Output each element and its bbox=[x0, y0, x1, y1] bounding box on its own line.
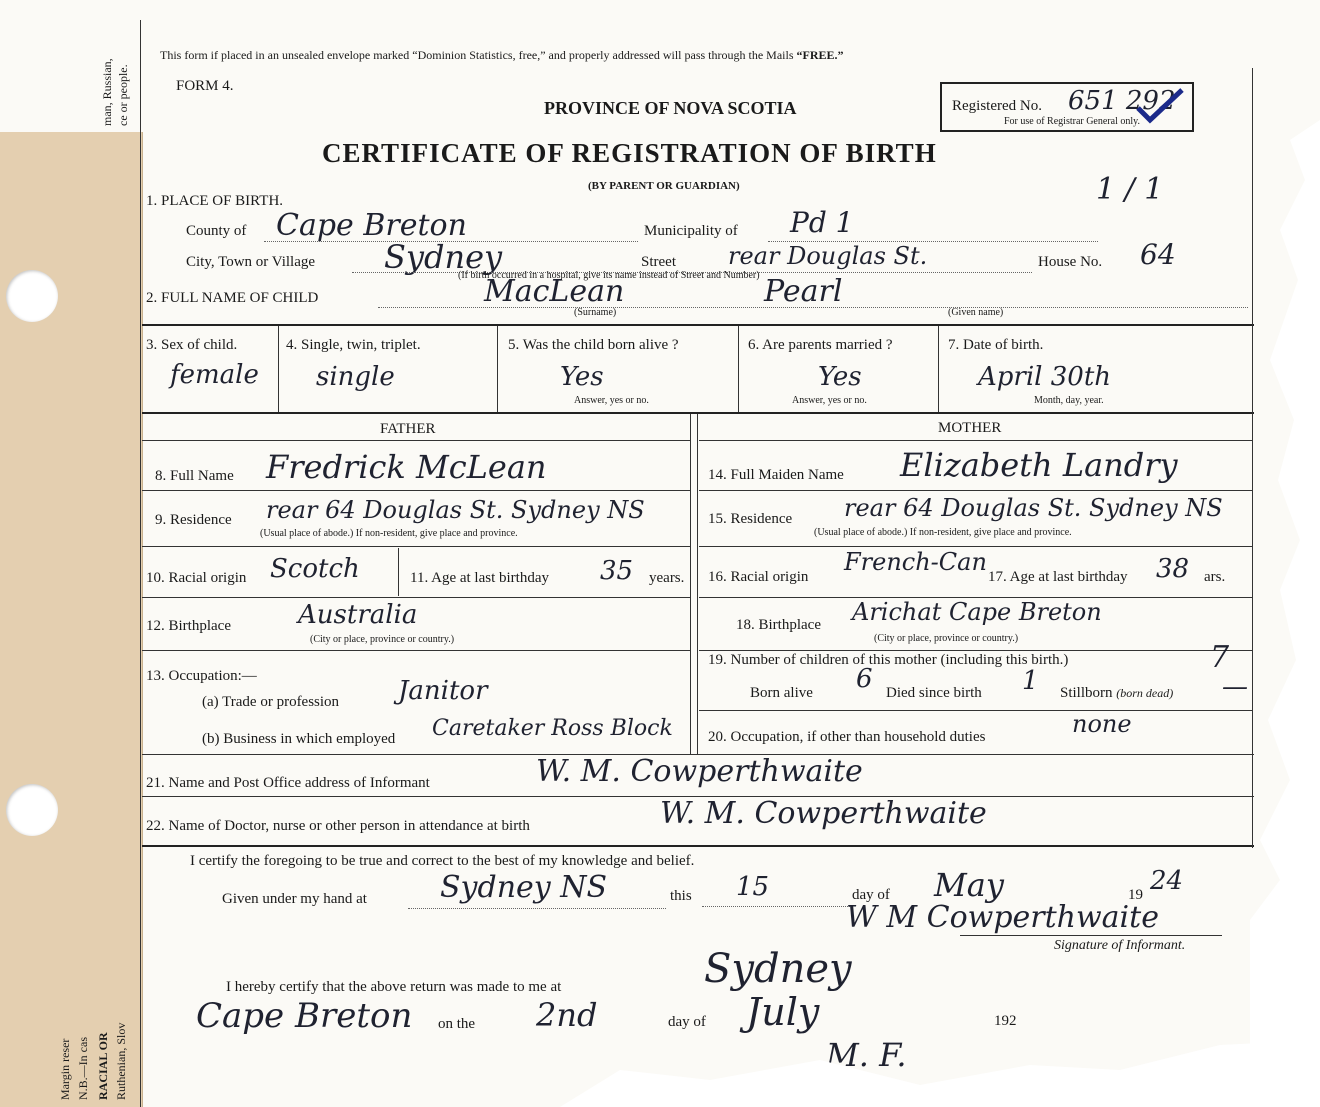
mother-residence-note: (Usual place of abode.) If non-resident, give place and province. bbox=[814, 527, 1072, 538]
sex-value: female bbox=[170, 360, 259, 390]
father-residence-label: 9. Residence bbox=[155, 512, 232, 528]
mother-row-rule-4 bbox=[699, 650, 1252, 651]
father-row-rule-2 bbox=[142, 546, 690, 547]
certify-place: Sydney NS bbox=[440, 870, 608, 905]
father-trade-label: (a) Trade or profession bbox=[202, 694, 340, 710]
signature-rule bbox=[960, 935, 1222, 936]
married-value: Yes bbox=[818, 362, 862, 392]
registrar-statement: I hereby certify that the above return was made to me at bbox=[226, 979, 562, 995]
certify-place-dots bbox=[408, 908, 666, 909]
mother-birthplace-label: 18. Birthplace bbox=[736, 617, 821, 633]
city-value: Sydney bbox=[384, 238, 503, 276]
rule-top bbox=[142, 324, 1254, 326]
father-business-label: (b) Business in which employed bbox=[202, 731, 396, 747]
year-prefix: 19 bbox=[1128, 887, 1143, 903]
stillborn-value: — bbox=[1222, 672, 1248, 702]
mother-occupation: none bbox=[1072, 710, 1132, 738]
father-age-label: 11. Age at last birthday bbox=[410, 570, 549, 586]
children-label: 19. Number of children of this mother (including this birth.) bbox=[708, 652, 1069, 668]
day-of-label: day of bbox=[852, 887, 890, 903]
rule-certify-top bbox=[142, 845, 1254, 847]
mother-name-label: 14. Full Maiden Name bbox=[708, 467, 844, 483]
informant-signature: W M Cowperthwaite bbox=[846, 900, 1159, 935]
corner-mark: 1 / 1 bbox=[1096, 172, 1164, 207]
father-row-rule-3 bbox=[142, 597, 690, 598]
margin-text-3: Margin reser bbox=[58, 1038, 72, 1100]
mother-residence: rear 64 Douglas St. Sydney NS bbox=[844, 494, 1223, 522]
registrar-month: July bbox=[746, 990, 820, 1034]
dob-note: Month, day, year. bbox=[1034, 395, 1104, 406]
place-of-birth-heading: 1. PLACE OF BIRTH. bbox=[146, 193, 284, 209]
alive-label: 5. Was the child born alive ? bbox=[508, 337, 679, 353]
registrar-day: 2nd bbox=[536, 996, 598, 1034]
mother-row-rule-1 bbox=[699, 490, 1252, 491]
torn-edge bbox=[1250, 120, 1320, 1107]
father-row-rule-1 bbox=[142, 490, 690, 491]
certify-year: 24 bbox=[1150, 866, 1184, 896]
plurality-value: single bbox=[316, 362, 395, 392]
municipality-value: Pd 1 bbox=[790, 206, 854, 239]
county-label: County of bbox=[186, 223, 247, 239]
dob-value: April 30th bbox=[978, 362, 1112, 392]
father-residence: rear 64 Douglas St. Sydney NS bbox=[266, 496, 645, 524]
registrar-year-prefix: 192 bbox=[994, 1013, 1017, 1029]
father-age-divider bbox=[398, 548, 399, 596]
given-name-label: (Given name) bbox=[948, 307, 1004, 318]
col-rule-4 bbox=[938, 326, 939, 412]
certify-statement: I certify the foregoing to be true and correct to the best of my knowledge and belief. bbox=[190, 853, 695, 869]
father-business: Caretaker Ross Block bbox=[432, 716, 673, 741]
certify-day: 15 bbox=[736, 872, 770, 902]
father-occupation-label: 13. Occupation:— bbox=[146, 668, 257, 684]
informant-label: 21. Name and Post Office address of Informant bbox=[146, 775, 430, 791]
mother-age-unit: ars. bbox=[1204, 569, 1226, 585]
street-label: Street bbox=[641, 254, 676, 270]
on-the-label: on the bbox=[438, 1016, 476, 1032]
surname-label: (Surname) bbox=[574, 307, 617, 318]
registration-number: 651 292 bbox=[1068, 86, 1176, 116]
parents-divider-b bbox=[697, 414, 698, 754]
father-birthplace: Australia bbox=[298, 600, 418, 630]
checkmark-icon bbox=[1134, 86, 1186, 124]
certify-day-dots bbox=[702, 906, 852, 907]
informant-value: W. M. Cowperthwaite bbox=[536, 754, 863, 789]
born-alive-value: 6 bbox=[856, 664, 873, 694]
margin-text-4: N.B.—In cas bbox=[76, 1037, 90, 1100]
registrar-day-of-label: day of bbox=[668, 1014, 706, 1030]
registrar-signature: M. F. bbox=[826, 1036, 907, 1074]
mother-race: French-Can bbox=[844, 548, 987, 576]
alive-note: Answer, yes or no. bbox=[574, 395, 649, 406]
father-race-label: 10. Racial origin bbox=[146, 570, 247, 586]
registration-label: Registered No. bbox=[952, 98, 1042, 114]
mother-birthplace-note: (City or place, province or country.) bbox=[874, 633, 1019, 644]
father-name: Fredrick McLean bbox=[266, 448, 547, 486]
mother-heading: MOTHER bbox=[938, 420, 1002, 436]
father-row-rule-4 bbox=[142, 650, 690, 651]
child-given-name: Pearl bbox=[764, 274, 843, 309]
punch-hole-bottom bbox=[6, 784, 58, 836]
father-race: Scotch bbox=[270, 554, 360, 584]
mother-race-label: 16. Racial origin bbox=[708, 569, 809, 585]
father-heading: FATHER bbox=[380, 421, 436, 437]
municipality-label: Municipality of bbox=[644, 223, 738, 239]
child-surname: MacLean bbox=[484, 274, 625, 309]
born-alive-label: Born alive bbox=[750, 685, 813, 701]
form-number: FORM 4. bbox=[176, 78, 234, 94]
certify-month: May bbox=[934, 866, 1004, 904]
stillborn-label: Stillborn (born dead) bbox=[1060, 685, 1174, 701]
given-under-label: Given under my hand at bbox=[222, 891, 367, 907]
signature-label: Signature of Informant. bbox=[1054, 938, 1186, 953]
married-note: Answer, yes or no. bbox=[792, 395, 867, 406]
registrar-county: Cape Breton bbox=[196, 996, 413, 1036]
mail-notice: This form if placed in an unsealed envelope marked “Dominion Statistics, free,” and properly addressed will pass through the Mails “FREE.” bbox=[160, 48, 844, 62]
province-heading: PROVINCE OF NOVA SCOTIA bbox=[544, 98, 797, 118]
mother-row-rule-2 bbox=[699, 546, 1252, 547]
col-rule-1 bbox=[278, 326, 279, 412]
margin-text-2: ce or people. bbox=[116, 64, 130, 126]
page-subtitle: (BY PARENT OR GUARDIAN) bbox=[588, 180, 740, 192]
house-value: 64 bbox=[1140, 238, 1176, 271]
torn-bottom bbox=[560, 1040, 1320, 1107]
margin-text-1: man, Russian, bbox=[100, 58, 114, 126]
mother-heading-rule bbox=[699, 440, 1252, 441]
mother-birthplace: Arichat Cape Breton bbox=[852, 598, 1102, 626]
this-label: this bbox=[670, 888, 692, 904]
father-age: 35 bbox=[600, 556, 634, 586]
alive-value: Yes bbox=[560, 362, 604, 392]
county-value: Cape Breton bbox=[276, 208, 467, 243]
parents-divider-a bbox=[690, 414, 691, 754]
father-residence-note: (Usual place of abode.) If non-resident, give place and province. bbox=[260, 528, 518, 539]
registration-box bbox=[940, 82, 1194, 132]
mother-age-label: 17. Age at last birthday bbox=[988, 569, 1128, 585]
died-value: 1 bbox=[1022, 666, 1039, 696]
city-label: City, Town or Village bbox=[186, 254, 316, 270]
mother-age: 38 bbox=[1156, 554, 1190, 584]
page-title: CERTIFICATE OF REGISTRATION OF BIRTH bbox=[322, 138, 937, 168]
father-age-unit: years. bbox=[649, 570, 685, 586]
father-name-label: 8. Full Name bbox=[155, 468, 234, 484]
street-value: rear Douglas St. bbox=[728, 242, 928, 270]
house-label: House No. bbox=[1038, 254, 1103, 270]
doctor-label: 22. Name of Doctor, nurse or other person in attendance at birth bbox=[146, 818, 530, 834]
col-rule-3 bbox=[738, 326, 739, 412]
children-total: 7 bbox=[1210, 640, 1230, 675]
punch-hole-top bbox=[6, 270, 58, 322]
mother-occupation-label: 20. Occupation, if other than household duties bbox=[708, 729, 986, 745]
registration-note: For use of Registrar General only. bbox=[1004, 116, 1140, 127]
father-birthplace-note: (City or place, province or country.) bbox=[310, 634, 455, 645]
mother-row-rule-5 bbox=[699, 710, 1252, 711]
child-name-heading: 2. FULL NAME OF CHILD bbox=[146, 290, 319, 306]
margin-line bbox=[140, 20, 141, 1107]
dob-label: 7. Date of birth. bbox=[948, 337, 1044, 353]
child-name-dots bbox=[378, 307, 1248, 308]
rule-row-3 bbox=[142, 412, 1254, 414]
sex-label: 3. Sex of child. bbox=[146, 337, 238, 353]
mother-residence-label: 15. Residence bbox=[708, 511, 793, 527]
father-heading-rule bbox=[142, 440, 690, 441]
doctor-value: W. M. Cowperthwaite bbox=[660, 796, 987, 831]
street-note: (If birth occurred in a hospital, give its name instead of Street and Number) bbox=[458, 270, 760, 281]
plurality-label: 4. Single, twin, triplet. bbox=[286, 337, 421, 353]
father-trade: Janitor bbox=[398, 676, 488, 706]
married-label: 6. Are parents married ? bbox=[748, 337, 893, 353]
margin-text-5: RACIAL OR bbox=[96, 1032, 110, 1100]
registrar-place: Sydney bbox=[704, 946, 852, 992]
col-rule-2 bbox=[497, 326, 498, 412]
margin-text-6: Ruthenian, Slov bbox=[114, 1022, 128, 1100]
mother-name: Elizabeth Landry bbox=[900, 446, 1178, 484]
father-birthplace-label: 12. Birthplace bbox=[146, 618, 231, 634]
died-label: Died since birth bbox=[886, 685, 982, 701]
